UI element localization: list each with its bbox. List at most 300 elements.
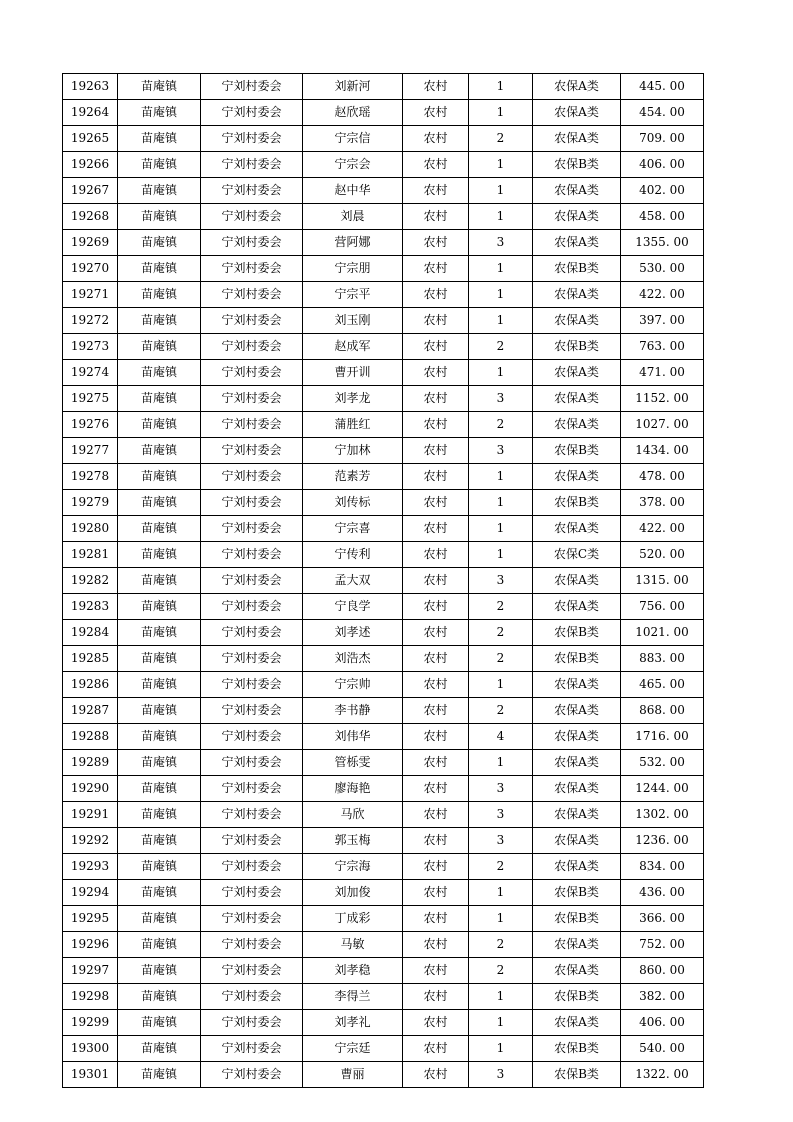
cell-amount: 422. 00: [621, 516, 704, 542]
cell-count: 1: [469, 360, 533, 386]
cell-id: 19282: [63, 568, 118, 594]
cell-insurance: 农保B类: [533, 906, 621, 932]
cell-name: 刘新河: [303, 74, 403, 100]
cell-amount: 436. 00: [621, 880, 704, 906]
cell-name: 赵欣瑶: [303, 100, 403, 126]
cell-insurance: 农保A类: [533, 386, 621, 412]
cell-amount: 471. 00: [621, 360, 704, 386]
cell-count: 1: [469, 906, 533, 932]
cell-amount: 883. 00: [621, 646, 704, 672]
cell-town: 苗庵镇: [118, 360, 201, 386]
cell-residence: 农村: [403, 932, 469, 958]
cell-count: 1: [469, 100, 533, 126]
cell-residence: 农村: [403, 984, 469, 1010]
cell-residence: 农村: [403, 698, 469, 724]
cell-insurance: 农保A类: [533, 594, 621, 620]
cell-count: 1: [469, 984, 533, 1010]
cell-village: 宁刘村委会: [201, 984, 303, 1010]
cell-village: 宁刘村委会: [201, 620, 303, 646]
table-row: [63, 74, 704, 100]
cell-village: 宁刘村委会: [201, 932, 303, 958]
cell-amount: 756. 00: [621, 594, 704, 620]
cell-id: 19291: [63, 802, 118, 828]
cell-village: 宁刘村委会: [201, 126, 303, 152]
cell-name: 赵成军: [303, 334, 403, 360]
cell-town: 苗庵镇: [118, 126, 201, 152]
cell-town: 苗庵镇: [118, 828, 201, 854]
table-row: [63, 958, 704, 984]
cell-count: 1: [469, 282, 533, 308]
cell-residence: 农村: [403, 542, 469, 568]
cell-residence: 农村: [403, 74, 469, 100]
table-row: [63, 204, 704, 230]
cell-id: 19281: [63, 542, 118, 568]
cell-amount: 366. 00: [621, 906, 704, 932]
cell-village: 宁刘村委会: [201, 204, 303, 230]
cell-amount: 860. 00: [621, 958, 704, 984]
cell-village: 宁刘村委会: [201, 282, 303, 308]
cell-name: 丁成彩: [303, 906, 403, 932]
document-sheet: [62, 73, 703, 1088]
cell-name: 刘孝稳: [303, 958, 403, 984]
cell-name: 宁传利: [303, 542, 403, 568]
table-row: [63, 490, 704, 516]
cell-amount: 1302. 00: [621, 802, 704, 828]
cell-name: 范素芳: [303, 464, 403, 490]
cell-insurance: 农保A类: [533, 516, 621, 542]
cell-count: 2: [469, 854, 533, 880]
cell-residence: 农村: [403, 360, 469, 386]
cell-amount: 422. 00: [621, 282, 704, 308]
cell-id: 19280: [63, 516, 118, 542]
cell-id: 19277: [63, 438, 118, 464]
cell-name: 刘孝龙: [303, 386, 403, 412]
table-row: [63, 1036, 704, 1062]
cell-village: 宁刘村委会: [201, 750, 303, 776]
cell-residence: 农村: [403, 178, 469, 204]
cell-insurance: 农保A类: [533, 230, 621, 256]
cell-id: 19288: [63, 724, 118, 750]
cell-village: 宁刘村委会: [201, 880, 303, 906]
cell-town: 苗庵镇: [118, 984, 201, 1010]
cell-name: 李书静: [303, 698, 403, 724]
cell-name: 宁良学: [303, 594, 403, 620]
table-row: [63, 334, 704, 360]
cell-village: 宁刘村委会: [201, 516, 303, 542]
cell-village: 宁刘村委会: [201, 230, 303, 256]
cell-amount: 397. 00: [621, 308, 704, 334]
cell-residence: 农村: [403, 1036, 469, 1062]
table-row: [63, 100, 704, 126]
cell-village: 宁刘村委会: [201, 646, 303, 672]
cell-name: 曹丽: [303, 1062, 403, 1088]
cell-town: 苗庵镇: [118, 256, 201, 282]
table-row: [63, 672, 704, 698]
table-row: [63, 802, 704, 828]
table-row: [63, 698, 704, 724]
cell-village: 宁刘村委会: [201, 412, 303, 438]
cell-count: 1: [469, 204, 533, 230]
cell-amount: 382. 00: [621, 984, 704, 1010]
cell-residence: 农村: [403, 1010, 469, 1036]
cell-town: 苗庵镇: [118, 282, 201, 308]
cell-insurance: 农保A类: [533, 74, 621, 100]
table-row: [63, 906, 704, 932]
table-row: [63, 282, 704, 308]
cell-insurance: 农保A类: [533, 360, 621, 386]
cell-town: 苗庵镇: [118, 698, 201, 724]
cell-insurance: 农保A类: [533, 776, 621, 802]
cell-name: 刘孝礼: [303, 1010, 403, 1036]
cell-village: 宁刘村委会: [201, 542, 303, 568]
table-row: [63, 308, 704, 334]
cell-residence: 农村: [403, 620, 469, 646]
cell-residence: 农村: [403, 776, 469, 802]
cell-name: 刘玉刚: [303, 308, 403, 334]
table-row: [63, 230, 704, 256]
cell-id: 19269: [63, 230, 118, 256]
cell-town: 苗庵镇: [118, 1062, 201, 1088]
cell-count: 1: [469, 1036, 533, 1062]
cell-name: 刘传标: [303, 490, 403, 516]
cell-name: 赵中华: [303, 178, 403, 204]
cell-id: 19268: [63, 204, 118, 230]
cell-insurance: 农保A类: [533, 568, 621, 594]
cell-amount: 465. 00: [621, 672, 704, 698]
table-row: [63, 724, 704, 750]
cell-count: 1: [469, 152, 533, 178]
cell-amount: 1322. 00: [621, 1062, 704, 1088]
cell-name: 曹开训: [303, 360, 403, 386]
cell-amount: 532. 00: [621, 750, 704, 776]
cell-insurance: 农保A类: [533, 1010, 621, 1036]
cell-count: 1: [469, 74, 533, 100]
cell-name: 营阿娜: [303, 230, 403, 256]
cell-amount: 540. 00: [621, 1036, 704, 1062]
table-row: [63, 126, 704, 152]
cell-count: 1: [469, 1010, 533, 1036]
cell-residence: 农村: [403, 672, 469, 698]
cell-count: 1: [469, 464, 533, 490]
cell-insurance: 农保A类: [533, 126, 621, 152]
cell-town: 苗庵镇: [118, 1010, 201, 1036]
cell-id: 19267: [63, 178, 118, 204]
cell-residence: 农村: [403, 282, 469, 308]
cell-insurance: 农保A类: [533, 100, 621, 126]
table-row: [63, 386, 704, 412]
cell-count: 3: [469, 828, 533, 854]
cell-id: 19278: [63, 464, 118, 490]
cell-count: 2: [469, 334, 533, 360]
cell-town: 苗庵镇: [118, 438, 201, 464]
cell-village: 宁刘村委会: [201, 100, 303, 126]
cell-town: 苗庵镇: [118, 516, 201, 542]
cell-amount: 1434. 00: [621, 438, 704, 464]
cell-village: 宁刘村委会: [201, 360, 303, 386]
table-row: [63, 412, 704, 438]
cell-amount: 752. 00: [621, 932, 704, 958]
cell-insurance: 农保B类: [533, 438, 621, 464]
table-row: [63, 516, 704, 542]
cell-residence: 农村: [403, 334, 469, 360]
cell-id: 19289: [63, 750, 118, 776]
cell-count: 2: [469, 698, 533, 724]
cell-town: 苗庵镇: [118, 386, 201, 412]
cell-town: 苗庵镇: [118, 412, 201, 438]
cell-town: 苗庵镇: [118, 880, 201, 906]
cell-name: 刘伟华: [303, 724, 403, 750]
cell-insurance: 农保A类: [533, 802, 621, 828]
cell-residence: 农村: [403, 230, 469, 256]
cell-count: 4: [469, 724, 533, 750]
cell-count: 1: [469, 542, 533, 568]
cell-village: 宁刘村委会: [201, 178, 303, 204]
cell-id: 19271: [63, 282, 118, 308]
cell-name: 宁宗会: [303, 152, 403, 178]
cell-count: 2: [469, 412, 533, 438]
cell-village: 宁刘村委会: [201, 1010, 303, 1036]
cell-name: 廖海艳: [303, 776, 403, 802]
cell-name: 管栎雯: [303, 750, 403, 776]
cell-count: 2: [469, 958, 533, 984]
table-row: [63, 646, 704, 672]
table-row: [63, 828, 704, 854]
cell-insurance: 农保A类: [533, 854, 621, 880]
cell-town: 苗庵镇: [118, 646, 201, 672]
cell-village: 宁刘村委会: [201, 776, 303, 802]
cell-count: 1: [469, 178, 533, 204]
cell-village: 宁刘村委会: [201, 386, 303, 412]
cell-town: 苗庵镇: [118, 178, 201, 204]
cell-count: 1: [469, 256, 533, 282]
cell-count: 1: [469, 308, 533, 334]
cell-count: 2: [469, 646, 533, 672]
cell-name: 孟大双: [303, 568, 403, 594]
cell-village: 宁刘村委会: [201, 594, 303, 620]
cell-amount: 445. 00: [621, 74, 704, 100]
cell-name: 刘浩杰: [303, 646, 403, 672]
cell-name: 刘晨: [303, 204, 403, 230]
cell-town: 苗庵镇: [118, 204, 201, 230]
cell-village: 宁刘村委会: [201, 568, 303, 594]
table-row: [63, 776, 704, 802]
cell-insurance: 农保B类: [533, 984, 621, 1010]
cell-amount: 868. 00: [621, 698, 704, 724]
cell-residence: 农村: [403, 438, 469, 464]
cell-town: 苗庵镇: [118, 750, 201, 776]
cell-town: 苗庵镇: [118, 74, 201, 100]
cell-insurance: 农保A类: [533, 698, 621, 724]
cell-insurance: 农保A类: [533, 282, 621, 308]
cell-village: 宁刘村委会: [201, 854, 303, 880]
cell-name: 李得兰: [303, 984, 403, 1010]
cell-village: 宁刘村委会: [201, 308, 303, 334]
cell-name: 宁宗廷: [303, 1036, 403, 1062]
cell-residence: 农村: [403, 828, 469, 854]
cell-village: 宁刘村委会: [201, 74, 303, 100]
cell-village: 宁刘村委会: [201, 152, 303, 178]
cell-residence: 农村: [403, 854, 469, 880]
cell-amount: 1315. 00: [621, 568, 704, 594]
cell-residence: 农村: [403, 516, 469, 542]
cell-insurance: 农保B类: [533, 1062, 621, 1088]
table-body: [63, 74, 704, 1088]
table-row: [63, 568, 704, 594]
cell-count: 3: [469, 230, 533, 256]
cell-residence: 农村: [403, 152, 469, 178]
cell-id: 19294: [63, 880, 118, 906]
cell-count: 3: [469, 386, 533, 412]
cell-id: 19293: [63, 854, 118, 880]
cell-amount: 1244. 00: [621, 776, 704, 802]
cell-id: 19266: [63, 152, 118, 178]
table-row: [63, 178, 704, 204]
cell-amount: 530. 00: [621, 256, 704, 282]
cell-count: 2: [469, 594, 533, 620]
cell-count: 1: [469, 880, 533, 906]
cell-village: 宁刘村委会: [201, 438, 303, 464]
cell-town: 苗庵镇: [118, 100, 201, 126]
cell-town: 苗庵镇: [118, 932, 201, 958]
cell-insurance: 农保B类: [533, 334, 621, 360]
cell-residence: 农村: [403, 750, 469, 776]
table-row: [63, 854, 704, 880]
cell-id: 19270: [63, 256, 118, 282]
cell-amount: 454. 00: [621, 100, 704, 126]
cell-residence: 农村: [403, 802, 469, 828]
cell-town: 苗庵镇: [118, 802, 201, 828]
cell-village: 宁刘村委会: [201, 1036, 303, 1062]
cell-insurance: 农保B类: [533, 152, 621, 178]
cell-amount: 478. 00: [621, 464, 704, 490]
table-row: [63, 594, 704, 620]
cell-village: 宁刘村委会: [201, 828, 303, 854]
cell-village: 宁刘村委会: [201, 464, 303, 490]
cell-amount: 1716. 00: [621, 724, 704, 750]
cell-id: 19274: [63, 360, 118, 386]
cell-insurance: 农保A类: [533, 958, 621, 984]
cell-count: 2: [469, 932, 533, 958]
table-row: [63, 984, 704, 1010]
cell-village: 宁刘村委会: [201, 672, 303, 698]
cell-count: 1: [469, 672, 533, 698]
cell-count: 2: [469, 620, 533, 646]
cell-amount: 709. 00: [621, 126, 704, 152]
cell-town: 苗庵镇: [118, 334, 201, 360]
cell-name: 宁宗喜: [303, 516, 403, 542]
cell-insurance: 农保B类: [533, 1036, 621, 1062]
cell-amount: 406. 00: [621, 152, 704, 178]
cell-insurance: 农保A类: [533, 204, 621, 230]
payment-table: [62, 73, 704, 1088]
cell-insurance: 农保A类: [533, 412, 621, 438]
cell-id: 19273: [63, 334, 118, 360]
cell-insurance: 农保A类: [533, 724, 621, 750]
table-row: [63, 932, 704, 958]
cell-insurance: 农保A类: [533, 178, 621, 204]
cell-amount: 402. 00: [621, 178, 704, 204]
cell-id: 19283: [63, 594, 118, 620]
table-row: [63, 1010, 704, 1036]
cell-town: 苗庵镇: [118, 152, 201, 178]
cell-id: 19264: [63, 100, 118, 126]
cell-name: 蒲胜红: [303, 412, 403, 438]
cell-amount: 406. 00: [621, 1010, 704, 1036]
cell-town: 苗庵镇: [118, 230, 201, 256]
cell-town: 苗庵镇: [118, 464, 201, 490]
cell-id: 19295: [63, 906, 118, 932]
cell-town: 苗庵镇: [118, 1036, 201, 1062]
table-row: [63, 464, 704, 490]
cell-amount: 378. 00: [621, 490, 704, 516]
cell-residence: 农村: [403, 490, 469, 516]
cell-amount: 458. 00: [621, 204, 704, 230]
cell-id: 19275: [63, 386, 118, 412]
cell-insurance: 农保B类: [533, 490, 621, 516]
cell-town: 苗庵镇: [118, 308, 201, 334]
cell-count: 3: [469, 1062, 533, 1088]
cell-insurance: 农保A类: [533, 308, 621, 334]
table-row: [63, 620, 704, 646]
cell-village: 宁刘村委会: [201, 906, 303, 932]
cell-id: 19297: [63, 958, 118, 984]
cell-id: 19299: [63, 1010, 118, 1036]
cell-residence: 农村: [403, 646, 469, 672]
cell-village: 宁刘村委会: [201, 958, 303, 984]
cell-residence: 农村: [403, 724, 469, 750]
cell-amount: 520. 00: [621, 542, 704, 568]
table-row: [63, 880, 704, 906]
cell-count: 1: [469, 750, 533, 776]
cell-residence: 农村: [403, 256, 469, 282]
cell-residence: 农村: [403, 126, 469, 152]
cell-id: 19276: [63, 412, 118, 438]
cell-residence: 农村: [403, 880, 469, 906]
cell-town: 苗庵镇: [118, 490, 201, 516]
table-row: [63, 152, 704, 178]
cell-town: 苗庵镇: [118, 776, 201, 802]
cell-id: 19285: [63, 646, 118, 672]
cell-name: 宁加林: [303, 438, 403, 464]
cell-residence: 农村: [403, 204, 469, 230]
cell-insurance: 农保A类: [533, 750, 621, 776]
cell-residence: 农村: [403, 464, 469, 490]
cell-residence: 农村: [403, 1062, 469, 1088]
cell-insurance: 农保B类: [533, 620, 621, 646]
cell-town: 苗庵镇: [118, 568, 201, 594]
cell-count: 3: [469, 438, 533, 464]
cell-name: 马欣: [303, 802, 403, 828]
cell-insurance: 农保B类: [533, 880, 621, 906]
cell-town: 苗庵镇: [118, 672, 201, 698]
cell-id: 19284: [63, 620, 118, 646]
cell-town: 苗庵镇: [118, 594, 201, 620]
cell-name: 刘加俊: [303, 880, 403, 906]
cell-id: 19263: [63, 74, 118, 100]
cell-town: 苗庵镇: [118, 620, 201, 646]
cell-residence: 农村: [403, 594, 469, 620]
cell-insurance: 农保A类: [533, 932, 621, 958]
cell-residence: 农村: [403, 386, 469, 412]
cell-residence: 农村: [403, 100, 469, 126]
cell-insurance: 农保B类: [533, 256, 621, 282]
table-row: [63, 360, 704, 386]
cell-id: 19265: [63, 126, 118, 152]
cell-id: 19296: [63, 932, 118, 958]
cell-amount: 763. 00: [621, 334, 704, 360]
table-row: [63, 438, 704, 464]
cell-amount: 834. 00: [621, 854, 704, 880]
